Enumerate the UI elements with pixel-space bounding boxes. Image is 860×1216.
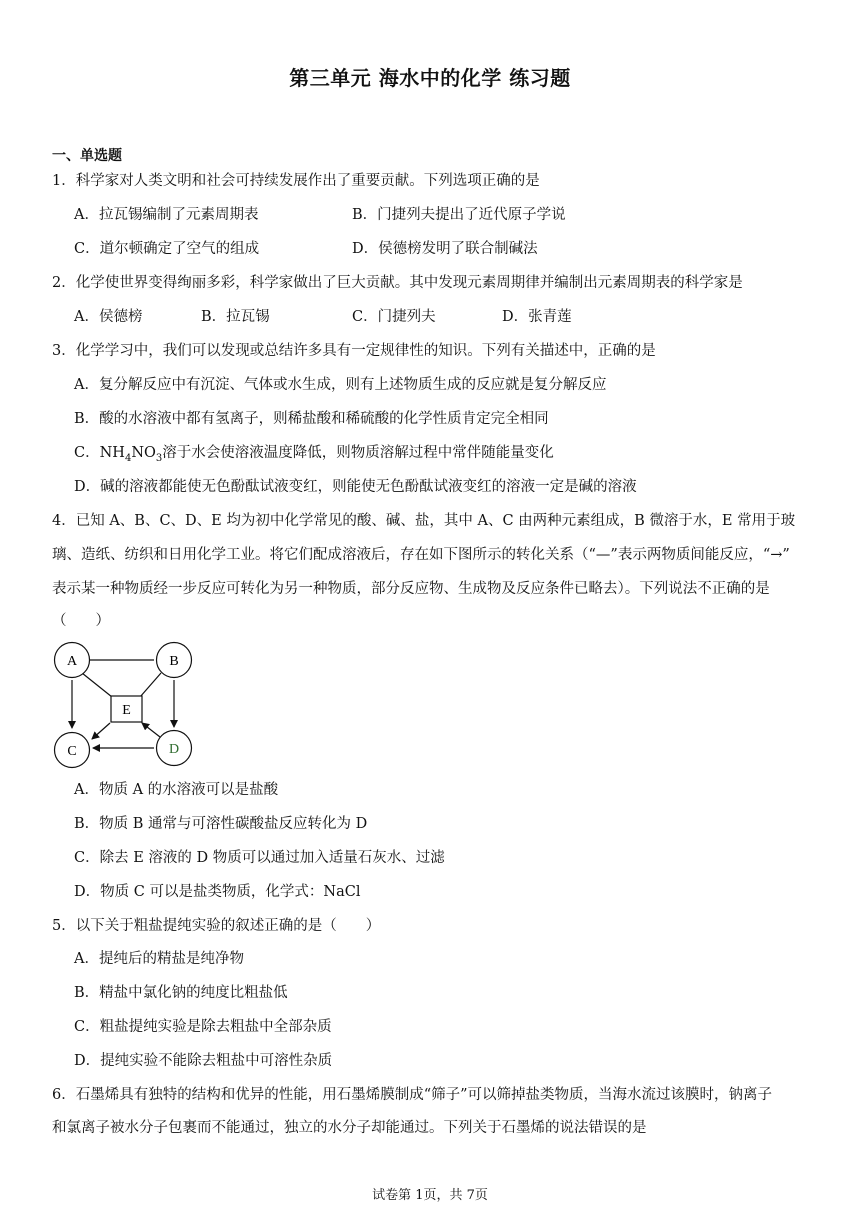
node-d-label: D [168,742,180,757]
edge-a-e [82,673,112,697]
question-4-option-c: C．除去 E 溶液的 D 物质可以通过加入适量石灰水、过滤 [74,850,445,866]
node-c-label: C [67,744,77,759]
question-5-option-a: A．提纯后的精盐是纯净物 [74,951,244,967]
question-2-option-a: A．侯德榜 [74,309,143,325]
node-e-label: E [122,703,131,718]
subscript-4: 4 [124,452,132,464]
question-3-option-d: D．碱的溶液都能使无色酚酞试液变红，则能使无色酚酞试液变红的溶液一定是碱的溶液 [74,479,637,495]
question-1-option-a: A．拉瓦锡编制了元素周期表 [74,207,259,223]
question-5-option-d: D．提纯实验不能除去粗盐中可溶性杂质 [74,1053,333,1069]
arrow-e-to-c [92,723,110,739]
question-1-option-b: B．门捷列夫提出了近代原子学说 [352,207,566,223]
question-4-option-b: B．物质 B 通常与可溶性碳酸盐反应转化为 D [74,816,368,832]
node-a-label: A [66,654,78,669]
page-footer: 试卷第 1页，共 7页 [372,1188,488,1203]
page-title: 第三单元 海水中的化学 练习题 [289,66,571,90]
conversion-diagram [50,640,200,774]
question-2-option-b: B．拉瓦锡 [201,309,270,325]
question-4-option-d: D．物质 C 可以是盐类物质，化学式：NaCl [74,884,361,900]
question-4-stem-line-4: （ ） [52,613,110,629]
question-5-stem: 5．以下关于粗盐提纯实验的叙述正确的是（ ） [52,918,381,934]
question-3-option-a: A．复分解反应中有沉淀、气体或水生成，则有上述物质生成的反应就是复分解反应 [74,377,607,393]
question-4-stem-line-1: 4．已知 A、B、C、D、E 均为初中化学常见的酸、碱、盐，其中 A、C 由两种元素组成，B 微溶于水，E 常用于玻 [52,513,796,529]
edge-b-e [140,673,161,697]
question-4-option-a: A．物质 A 的水溶液可以是盐酸 [74,782,279,798]
option-c-prefix: C．NH [74,445,125,461]
subscript-3: 3 [155,452,163,464]
question-4-stem-line-3: 表示某一种物质经一步反应可转化为另一种物质，部分反应物、生成物及反应条件已略去）。下列说法不正确的是 [52,581,770,597]
question-5-option-c: C．粗盐提纯实验是除去粗盐中全部杂质 [74,1019,332,1035]
question-1-stem: 1．科学家对人类文明和社会可持续发展作出了重要贡献。下列选项正确的是 [52,173,540,189]
question-6-stem-line-2: 和氯离子被水分子包裹而不能通过，独立的水分子却能通过。下列关于石墨烯的说法错误的是 [52,1120,647,1136]
question-4-stem-line-2: 璃、造纸、纺织和日用化学工业。将它们配成溶液后，存在如下图所示的转化关系（“—”表示两物质间能反应，“→” [52,547,790,563]
formula-no: NO [131,445,156,461]
question-2-option-d: D．张青莲 [502,309,572,325]
option-c-text: 溶于水会使溶液温度降低，则物质溶解过程中常伴随能量变化 [162,445,554,461]
arrow-d-to-e [142,723,160,737]
question-1-option-d: D．侯德榜发明了联合制碱法 [352,241,538,257]
question-2-stem: 2．化学使世界变得绚丽多彩，科学家做出了巨大贡献。其中发现元素周期律并编制出元素周期表的科学家是 [52,275,743,291]
node-b-label: B [169,654,179,669]
question-6-stem-line-1: 6．石墨烯具有独特的结构和优异的性能，用石墨烯膜制成“筛子”可以筛掉盐类物质，当海水流过该膜时，钠离子 [52,1087,773,1103]
question-2-option-c: C．门捷列夫 [352,309,436,325]
question-3-stem: 3．化学学习中，我们可以发现或总结许多具有一定规律性的知识。下列有关描述中，正确的是 [52,343,656,359]
question-3-option-c [74,443,554,469]
question-5-option-b: B．精盐中氯化钠的纯度比粗盐低 [74,985,288,1001]
section-heading: 一、单选题 [52,148,122,164]
question-3-option-b: B．酸的水溶液中都有氢离子，则稀盐酸和稀硫酸的化学性质肯定完全相同 [74,411,549,427]
question-1-option-c: C．道尔顿确定了空气的组成 [74,241,260,257]
